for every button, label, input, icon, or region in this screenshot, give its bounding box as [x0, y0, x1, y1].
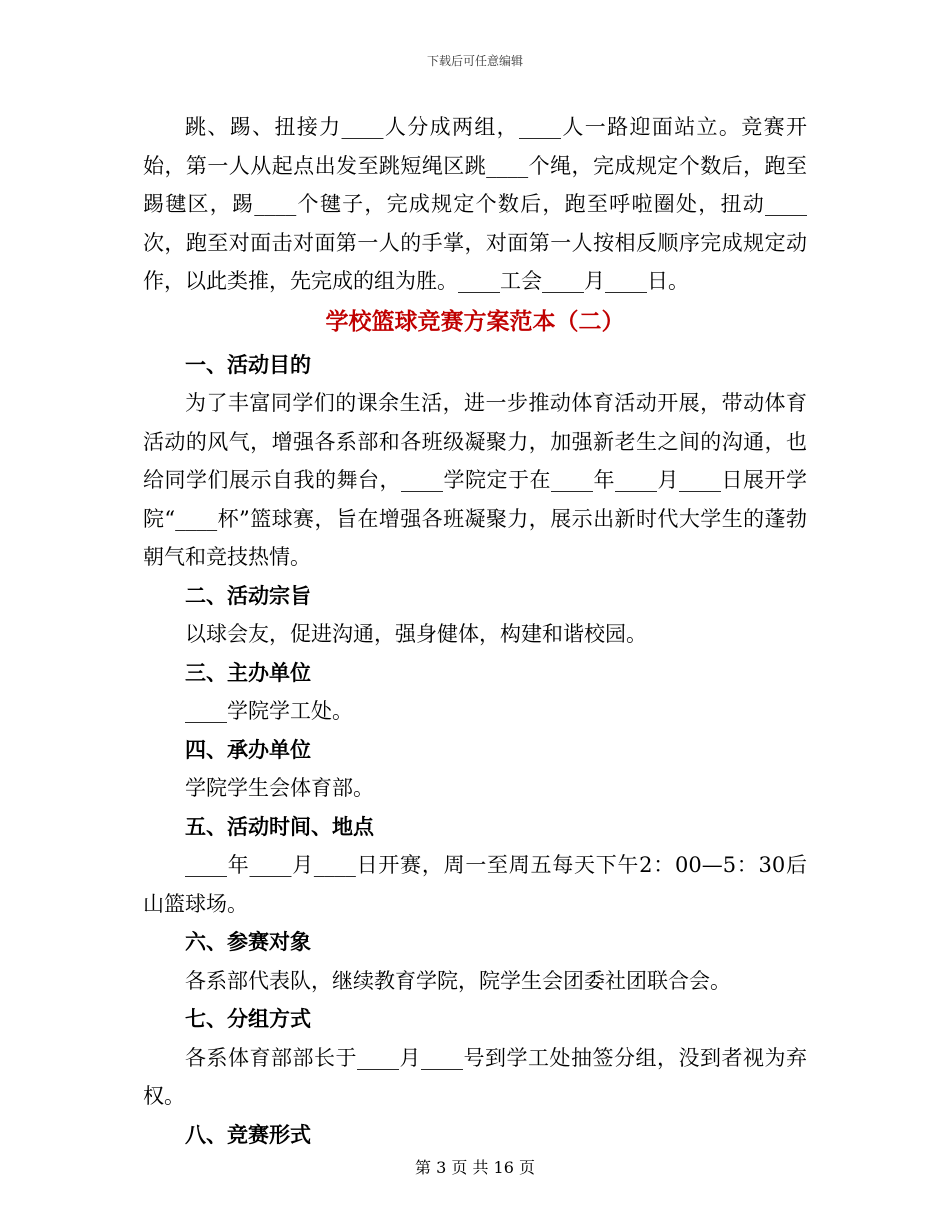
section-heading: 一、活动目的	[185, 351, 311, 377]
section-body: 学院学生会体育部。	[185, 776, 374, 800]
page-footer: 第 3 页 共 16 页	[415, 1158, 535, 1177]
section-body: 各系体育部部长于____月____号到学工处抽签分组，没到者视为弃权。	[143, 1045, 807, 1108]
section-heading: 四、承办单位	[185, 736, 311, 762]
section-body: ____年____月____日开赛，周一至周五每天下午2：00—5：30后山篮球场。	[143, 853, 807, 916]
section-body: 各系部代表队，继续教育学院，院学生会团委社团联合会。	[185, 968, 731, 993]
document-title: 学校篮球竞赛方案范本（二）	[325, 307, 625, 335]
document-body	[143, 108, 807, 1154]
section-6	[143, 923, 807, 1000]
section-1	[143, 346, 807, 577]
section-heading: 七、分组方式	[185, 1006, 311, 1031]
section-body: ____学院学工处。	[185, 699, 353, 723]
section-4	[143, 731, 807, 808]
section-heading: 二、活动宗旨	[185, 582, 311, 608]
intro-paragraph: 跳、踢、扭接力____人分成两组，____人一路迎面站立。竞赛开始，第一人从起点出发至跳短绳区跳____个绳，完成规定个数后，跑至踢毽区，踢____个毽子，完成规定个数后，跑至呼啦圈处，扭动____次，跑至对面击对面第一人的手掌，对面第一人按相反顺序完成规定动作，以此类推，先完成的组为胜。____工会____月____日。	[143, 115, 807, 293]
section-5	[143, 808, 807, 924]
section-7	[143, 1000, 807, 1116]
section-heading: 五、活动时间、地点	[185, 813, 374, 839]
section-3	[143, 654, 807, 731]
section-2	[143, 577, 807, 654]
section-heading: 八、竞赛形式	[185, 1121, 311, 1147]
section-heading: 三、主办单位	[185, 659, 311, 685]
section-body: 以球会友，促进沟通，强身健体，构建和谐校园。	[185, 622, 647, 646]
section-8	[143, 1116, 807, 1155]
page-header: 下载后可任意编辑	[426, 54, 523, 68]
section-heading: 六、参赛对象	[185, 929, 311, 954]
section-body: 为了丰富同学们的课余生活，进一步推动体育活动开展，带动体育活动的风气，增强各系部和各班级凝聚力，加强新老生之间的沟通，也给同学们展示自我的舞台，____学院定于在____年____月____日展开学院“____杯”篮球赛，旨在增强各班凝聚力，展示出新时代大学生的蓬勃朝气和竞技热情。	[143, 391, 807, 569]
